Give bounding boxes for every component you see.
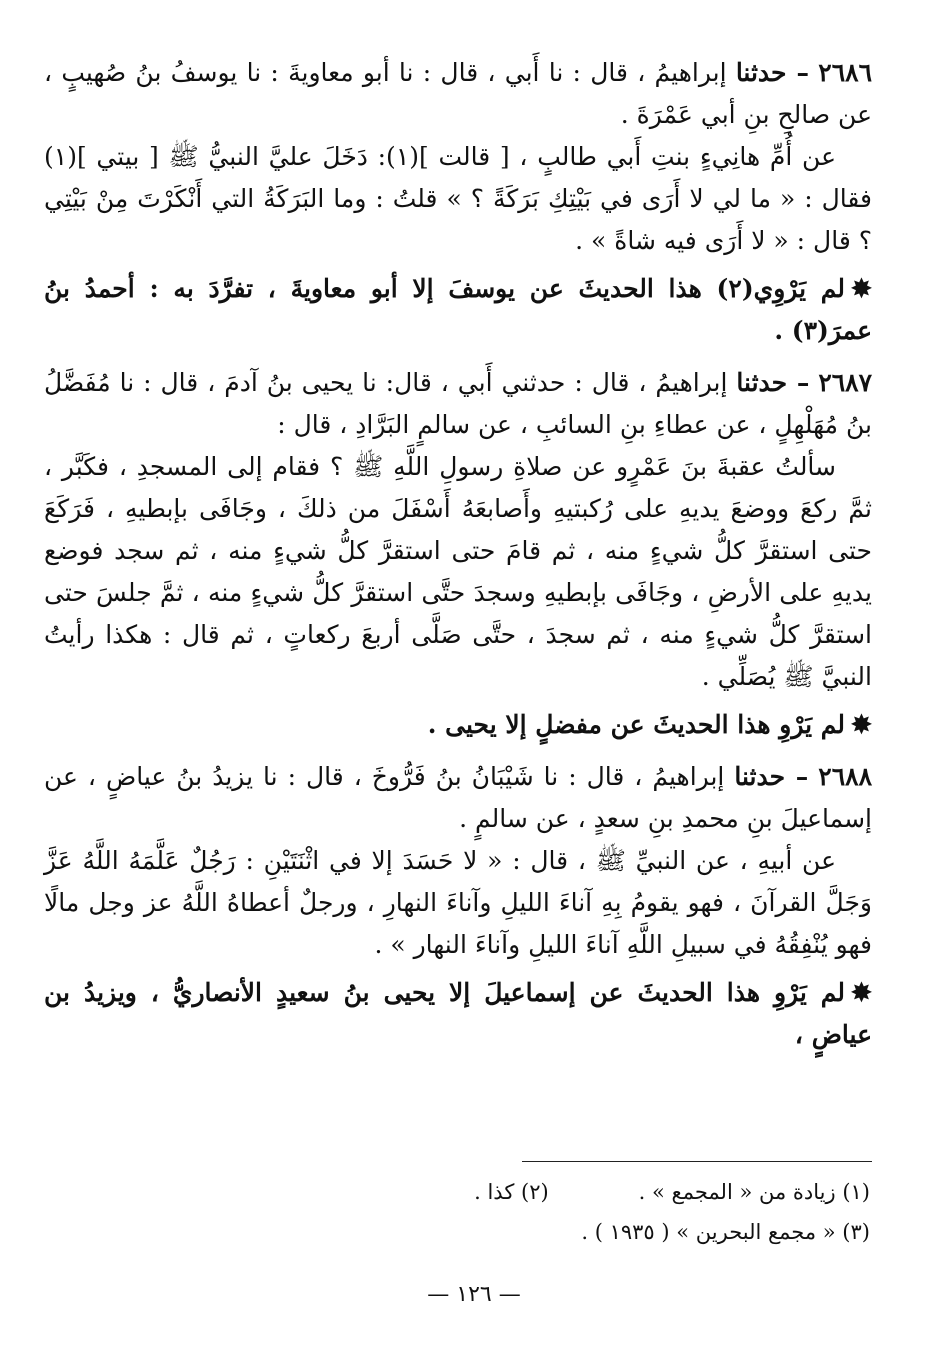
note-text: لم يَرْوِ هذا الحديثَ عن مفضلٍ إلا يحيى . [427,710,846,739]
hadith-number: ٢٦٨٦ [818,58,873,87]
hadith-2686-matn: عن أُمِّ هانِيءٍ بنتِ أَبي طالبٍ ، [ قالت ](١): دَخَلَ عليَّ النبيُّ ﷺ [ بيتي ](١) فقال : « ما لي لا أَرَى في بَيْتِكِ بَرَكَةً ؟ » قلتُ : وما البَرَكَةُ التي أَنْكَرْتَ مِنْ بَيْتِي ؟ قال : « لا أَرَى فيه شاةً » . [44,142,872,255]
isnad-text: إبراهيمُ ، قال : حدثني أَبي ، قال: نا يحيى بنُ آدمَ ، قال : نا مُفَضَّلُ بنُ مُهَلْهِلٍ ، عن عطاءِ بنِ السائبِ ، عن سالمٍ البَرَّادِ ، قال : [44,368,872,439]
note-text: لم يَرْوِي(٢) هذا الحديثَ عن يوسفَ إلا أبو معاويةَ ، تفرَّدَ به : أحمدُ بنُ عمرَ(٣) . [44,274,872,345]
star-icon: ✸ [851,274,872,303]
page-number: — ١٢٦ — [427,1282,521,1307]
hadith-2688-isnad [44,756,872,840]
hadith-2687-matn: سألتُ عقبةَ بنَ عَمْرٍو عن صلاةِ رسولِ اللَّهِ ﷺ ؟ فقام إلى المسجدِ ، فكَبَّر ، ثمَّ ركعَ ووضعَ يديهِ على رُكبتيهِ وأَصابعَهُ أَسْفَلَ من ذلكَ ، وجَافَى بإبطيهِ ، فَرَكَعَ حتى استقرَّ كلُّ شيءٍ منه ، ثم قامَ حتى استقرَّ كلُّ شيءٍ منه ، ثم سجد فوضع يديهِ على الأرضِ ، وجَافَى بإبطيهِ وسجدَ حتَّى استقرَّ كلُّ شيءٍ منه ، ثمَّ جلسَ حتى استقرَّ كلُّ شيءٍ منه ، ثم سجدَ ، حتَّى صَلَّى أربعَ ركعاتٍ ، ثم قال : هكذا رأيتُ النبيَّ ﷺ يُصَلِّي . [44,452,872,691]
hadith-lead: – حدثنا [735,58,810,87]
hadith-2686-note [44,268,872,352]
hadith-2688-matn: عن أبيهِ ، عن النبيِّ ﷺ ، قال : « لا حَسَدَ إلا في اثْنَتَيْنِ : رَجُلٌ عَلَّمَهُ اللَّهُ عَزَّ وَجَلَّ القرآنَ ، فهو يقومُ بِهِ آناءَ الليلِ وآناءَ النهارِ ، ورجلٌ أعطاهُ اللَّهُ عز وجل مالًا فهو يُنْفِقُهُ في سبيلِ اللَّهِ آناءَ الليلِ وآناءَ النهار » . [44,846,872,959]
isnad-text: إبراهيمُ ، قال : نا شَيْبَانُ بنُ فَرُّوخَ ، قال : نا يزيدُ بنُ عياضٍ ، عن إسماعيلَ بنِ محمدِ بنِ سعدٍ ، عن سالمٍ . [44,762,872,833]
page-body [44,52,872,1066]
footnote-3: (٣) « مجمع البحرين » ( ١٩٣٥ ) . [581,1220,870,1244]
footnote-divider [522,1161,872,1162]
hadith-2686-isnad [44,52,872,136]
footnotes [80,1172,870,1252]
star-icon: ✸ [851,978,872,1007]
footnote-1: (١) زيادة من « المجمع » . [638,1180,870,1204]
hadith-2688-note [44,972,872,1056]
hadith-2687-note [44,704,872,746]
hadith-number: ٢٦٨٨ [818,762,872,791]
note-text: لم يَرْوِ هذا الحديثَ عن إسماعيلَ إلا يحيى بنُ سعيدٍ الأنصاريُّ ، ويزيدُ بن عياضٍ ، [44,978,872,1049]
star-icon: ✸ [851,710,872,739]
hadith-2687-isnad [44,362,872,446]
footnote-row [80,1212,870,1252]
footnote-row [80,1172,870,1212]
isnad-text: إبراهيمُ ، قال : نا أَبي ، قال : نا أبو معاويةَ : نا يوسفُ بنُ صُهيبٍ ، عن صالحِ بنِ أبي عَمْرَةَ . [44,58,872,129]
footnote-2: (٢) كذا . [474,1180,549,1204]
hadith-lead: – حدثنا [736,368,810,397]
hadith-number: ٢٦٨٧ [818,368,873,397]
hadith-lead: – حدثنا [734,762,809,791]
